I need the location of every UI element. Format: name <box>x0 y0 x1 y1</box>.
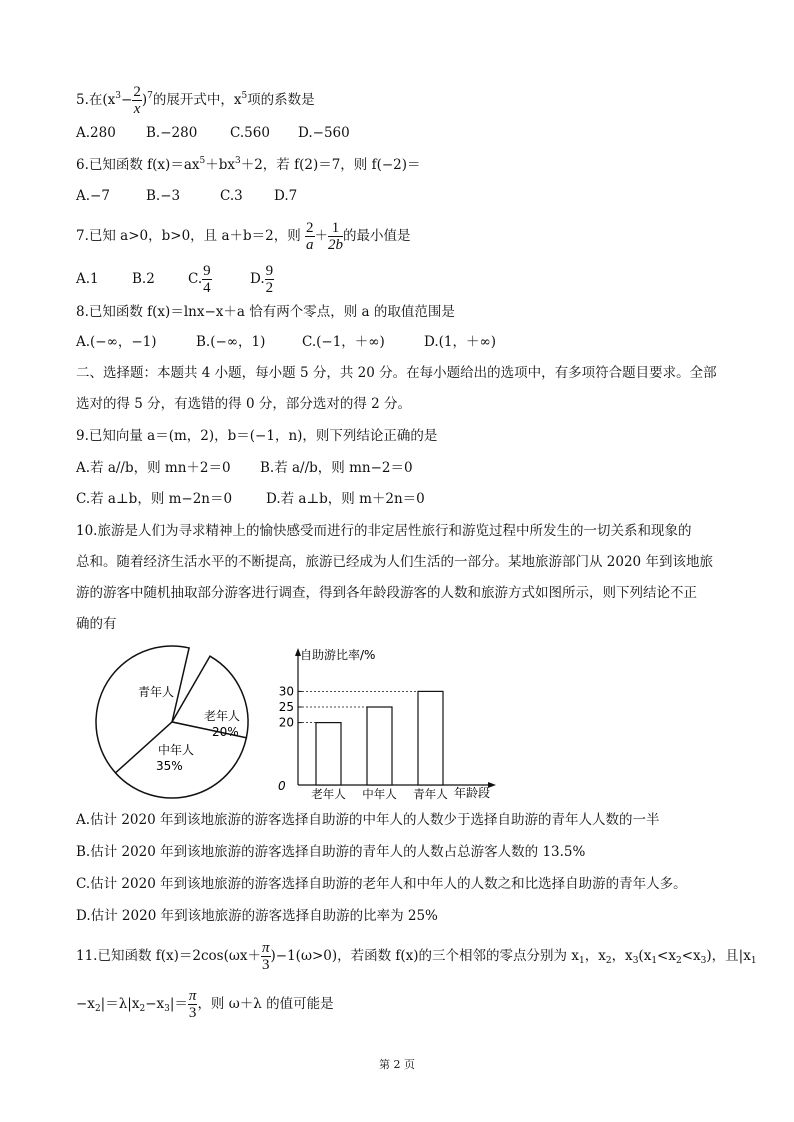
pie-slice-value-label: 20% <box>212 725 239 739</box>
pie-slice-label: 青年人 <box>138 685 175 699</box>
section2-instructions-line2: 选对的得 5 分，有选错的得 0 分，部分选对的得 2 分。 <box>76 396 412 412</box>
q8-option-b: B.(−∞，1) <box>196 334 266 350</box>
pie-chart <box>86 642 262 802</box>
x-tick-label: 老年人 <box>311 787 346 801</box>
q10-option-b: B.估计 2020 年到该地旅游的游客选择自助游的青年人的人数占总游客人数的 13.5% <box>76 844 586 860</box>
q8-options <box>76 333 496 351</box>
q7-option-d: D. $\frac{9}{2}$ <box>250 263 274 296</box>
q5-options <box>76 124 350 142</box>
q10-stem-line1: 10.旅游是人们为寻求精神上的愉快感受而进行的非定居性旅行和游览过程中所发生的一切关系和现象的 <box>76 523 692 539</box>
q10-stem-line3: 游的游客中随机抽取部分游客进行调查，得到各年龄段游客的人数和旅游方式如图所示，则下列结论不正 <box>76 585 697 601</box>
bar-1 <box>316 723 341 785</box>
q9-stem: 9.已知向量 a＝(m，2)，b＝(−1，n)，则下列结论正确的是 <box>76 428 438 444</box>
q11-stem-line1: 11.已知函数 f(x)＝2cos(ωx＋ $\frac{\pi}{3}$ )−1(ω>0)，若函数 f(x)的三个相邻的零点分别为 $x_1$，$x_2$，$x_3(x_1<x_2<x_3)$，且$|x_1$ <box>76 940 757 973</box>
q5-option-b: B.−280 <box>146 125 198 141</box>
q7-option-c: C. $\frac{9}{4}$ <box>188 263 211 296</box>
page-number: 第 2 页 <box>379 1058 415 1071</box>
q9-option-b: B.若 a//b，则 mn−2＝0 <box>260 460 413 476</box>
bar-3 <box>418 691 443 785</box>
q8-option-c: C.(−1，＋∞) <box>302 334 385 350</box>
q7-option-a: A.1 <box>76 271 99 287</box>
q10-stem-line2: 总和。随着经济生活水平的不断提高，旅游已经成为人们生活的一部分。某地旅游部门从 2020 年到该地旅 <box>76 554 713 570</box>
y-tick-label: 20 <box>278 715 294 730</box>
q6-stem: 6.已知函数 $f(x)=ax^5+bx^3+2$，若 f(2)＝7，则 f(−2)＝ <box>76 156 421 173</box>
pie-slice-label: 老年人 <box>204 709 241 723</box>
q7-option-b: B.2 <box>132 271 155 287</box>
q8-option-a: A.(−∞，−1) <box>76 334 157 350</box>
q11-stem-line2: $-x_2|=\lambda|x_2-x_3|=$ $\frac{\pi}{3}$ ，则 ω＋λ 的值可能是 <box>76 988 334 1021</box>
q7-options <box>76 263 274 296</box>
q8-stem: 8.已知函数 f(x)＝lnx−x＋a 恰有两个零点，则 a 的取值范围是 <box>76 304 455 320</box>
q5-option-a: A.280 <box>76 125 116 141</box>
section2-instructions-line1: 二、选择题：本题共 4 小题，每小题 5 分，共 20 分。在每小题给出的选项中，有多项符合题目要求。全部 <box>76 365 717 381</box>
q9-option-d: D.若 a⊥b，则 m＋2n＝0 <box>266 491 425 507</box>
bar-chart-xlabel: 年龄段 <box>454 786 491 800</box>
q6-option-d: D.7 <box>274 188 298 204</box>
q9-options-row1 <box>76 459 413 477</box>
q10-option-a: A.估计 2020 年到该地旅游的游客选择自助游的中年人的人数少于选择自助游的青年人人数的一半 <box>76 812 660 828</box>
y-tick-label: 30 <box>278 684 294 699</box>
bar-2 <box>367 707 392 785</box>
bar-chart <box>264 642 504 804</box>
q10-option-c: C.估计 2020 年到该地旅游的游客选择自助游的老年人和中年人的人数之和比选择自助游的青年人多。 <box>76 876 687 892</box>
q7-stem: 7.已知 a>0，b>0，且 a＋b＝2，则 $\frac{2}{a}$ ＋ $\frac{1}{2b}$ 的最小值是 <box>76 220 411 253</box>
q9-option-c: C.若 a⊥b，则 m−2n＝0 <box>76 491 233 507</box>
q9-option-a: A.若 a//b，则 mn＋2＝0 <box>76 460 231 476</box>
pie-slice-value-label: 35% <box>156 759 183 773</box>
q6-options <box>76 187 297 205</box>
q6-option-a: A.−7 <box>76 188 110 204</box>
q6-option-b: B.−3 <box>146 188 181 204</box>
pie-slice-label: 中年人 <box>158 743 195 757</box>
q5-option-d: D.−560 <box>298 125 350 141</box>
q5-stem: 5.在($x^3-$ $\frac{2}{x}$ )$^7$的展开式中，$x^5$项的系数是 <box>76 84 315 117</box>
q10-option-d: D.估计 2020 年到该地旅游的游客选择自助游的比率为 25% <box>76 908 438 924</box>
x-tick-label: 青年人 <box>413 787 448 801</box>
bar-chart-ylabel: 自助游比率/% <box>300 648 376 662</box>
q8-option-d: D.(1，＋∞) <box>424 334 497 350</box>
origin-label: 0 <box>278 779 286 793</box>
q10-stem-line4: 确的有 <box>76 616 117 632</box>
q6-option-c: C.3 <box>220 188 243 204</box>
y-tick-label: 25 <box>278 700 294 714</box>
x-tick-label: 中年人 <box>362 787 397 801</box>
q5-option-c: C.560 <box>230 125 270 141</box>
q9-options-row2 <box>76 490 425 508</box>
